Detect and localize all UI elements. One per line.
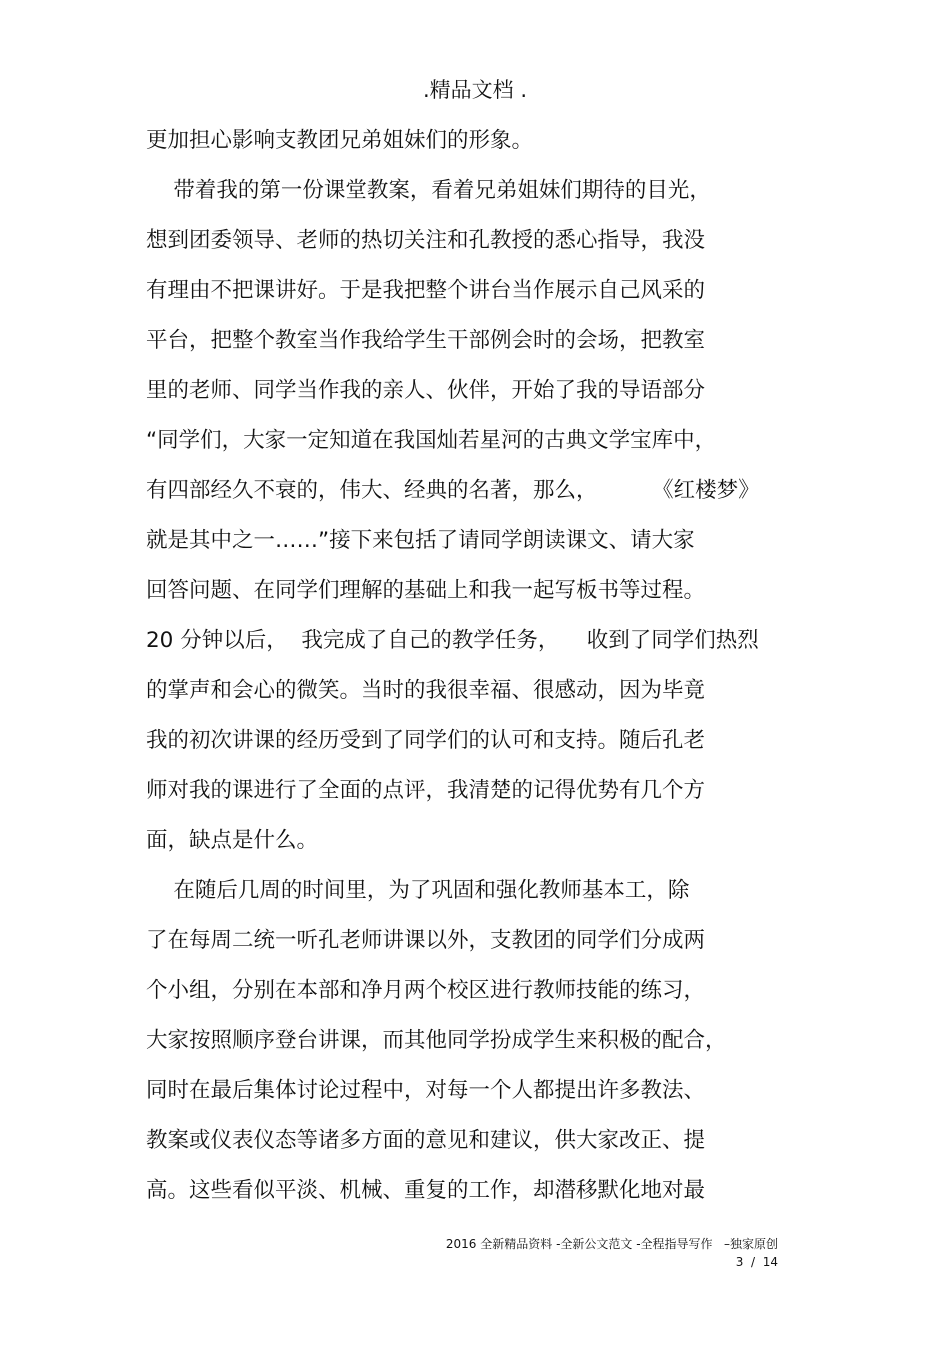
text-line: 平台，把整个教室当作我给学生干部例会时的会场，把教室 (146, 328, 706, 353)
text-line: 在随后几周的时间里，为了巩固和强化教师基本工，除 (146, 878, 690, 903)
page-header: .精品文档 . (422, 78, 528, 102)
text-line: 就是其中之一……”接下来包括了请同学朗读课文、请大家 (146, 528, 695, 553)
text-line: 想到团委领导、老师的热切关注和孔教授的悉心指导，我没 (146, 228, 706, 253)
text-line: 了在每周二统一听孔老师讲课以外，支教团的同学们分成两 (146, 928, 706, 953)
text-line: 面，缺点是什么。 (146, 828, 319, 853)
text-line: 教案或仪表仪态等诸多方面的意见和建议，供大家改正、提 (146, 1128, 706, 1153)
text-line: 我的初次讲课的经历受到了同学们的认可和支持。随后孔老 (146, 728, 706, 753)
page-number: 3 / 14 (735, 1255, 778, 1269)
text-line: 有理由不把课讲好。于是我把整个讲台当作展示自己风采的 (146, 278, 706, 303)
text-line: “同学们，大家一定知道在我国灿若星河的古典文学宝库中， (146, 428, 717, 453)
text-line: 20 分钟以后， 我完成了自己的教学任务， 收到了同学们热烈 (146, 628, 759, 653)
text-line: 高。这些看似平淡、机械、重复的工作，却潜移默化地对最 (146, 1178, 706, 1203)
text-line: 带着我的第一份课堂教案，看着兄弟姐妹们期待的目光， (146, 178, 711, 203)
text-line: 大家按照顺序登台讲课，而其他同学扮成学生来积极的配合， (146, 1028, 727, 1053)
text-line: 同时在最后集体讨论过程中，对每一个人都提出许多教法、 (146, 1078, 706, 1103)
footer-tagline: 2016 全新精品资料 -全新公文范文 -全程指导写作 –独家原创 (445, 1237, 778, 1251)
text-line: 更加担心影响支教团兄弟姐妹们的形象。 (146, 128, 534, 153)
text-line: 师对我的课进行了全面的点评，我清楚的记得优势有几个方 (146, 778, 706, 803)
text-line: 的掌声和会心的微笑。当时的我很幸福、很感动，因为毕竟 (146, 678, 706, 703)
text-line: 里的老师、同学当作我的亲人、伙伴，开始了我的导语部分 (146, 378, 706, 403)
text-line: 有四部经久不衰的，伟大、经典的名著，那么， 《红楼梦》 (146, 478, 760, 503)
text-line: 回答问题、在同学们理解的基础上和我一起写板书等过程。 (146, 578, 706, 603)
text-line: 个小组，分别在本部和净月两个校区进行教师技能的练习， (146, 978, 706, 1003)
